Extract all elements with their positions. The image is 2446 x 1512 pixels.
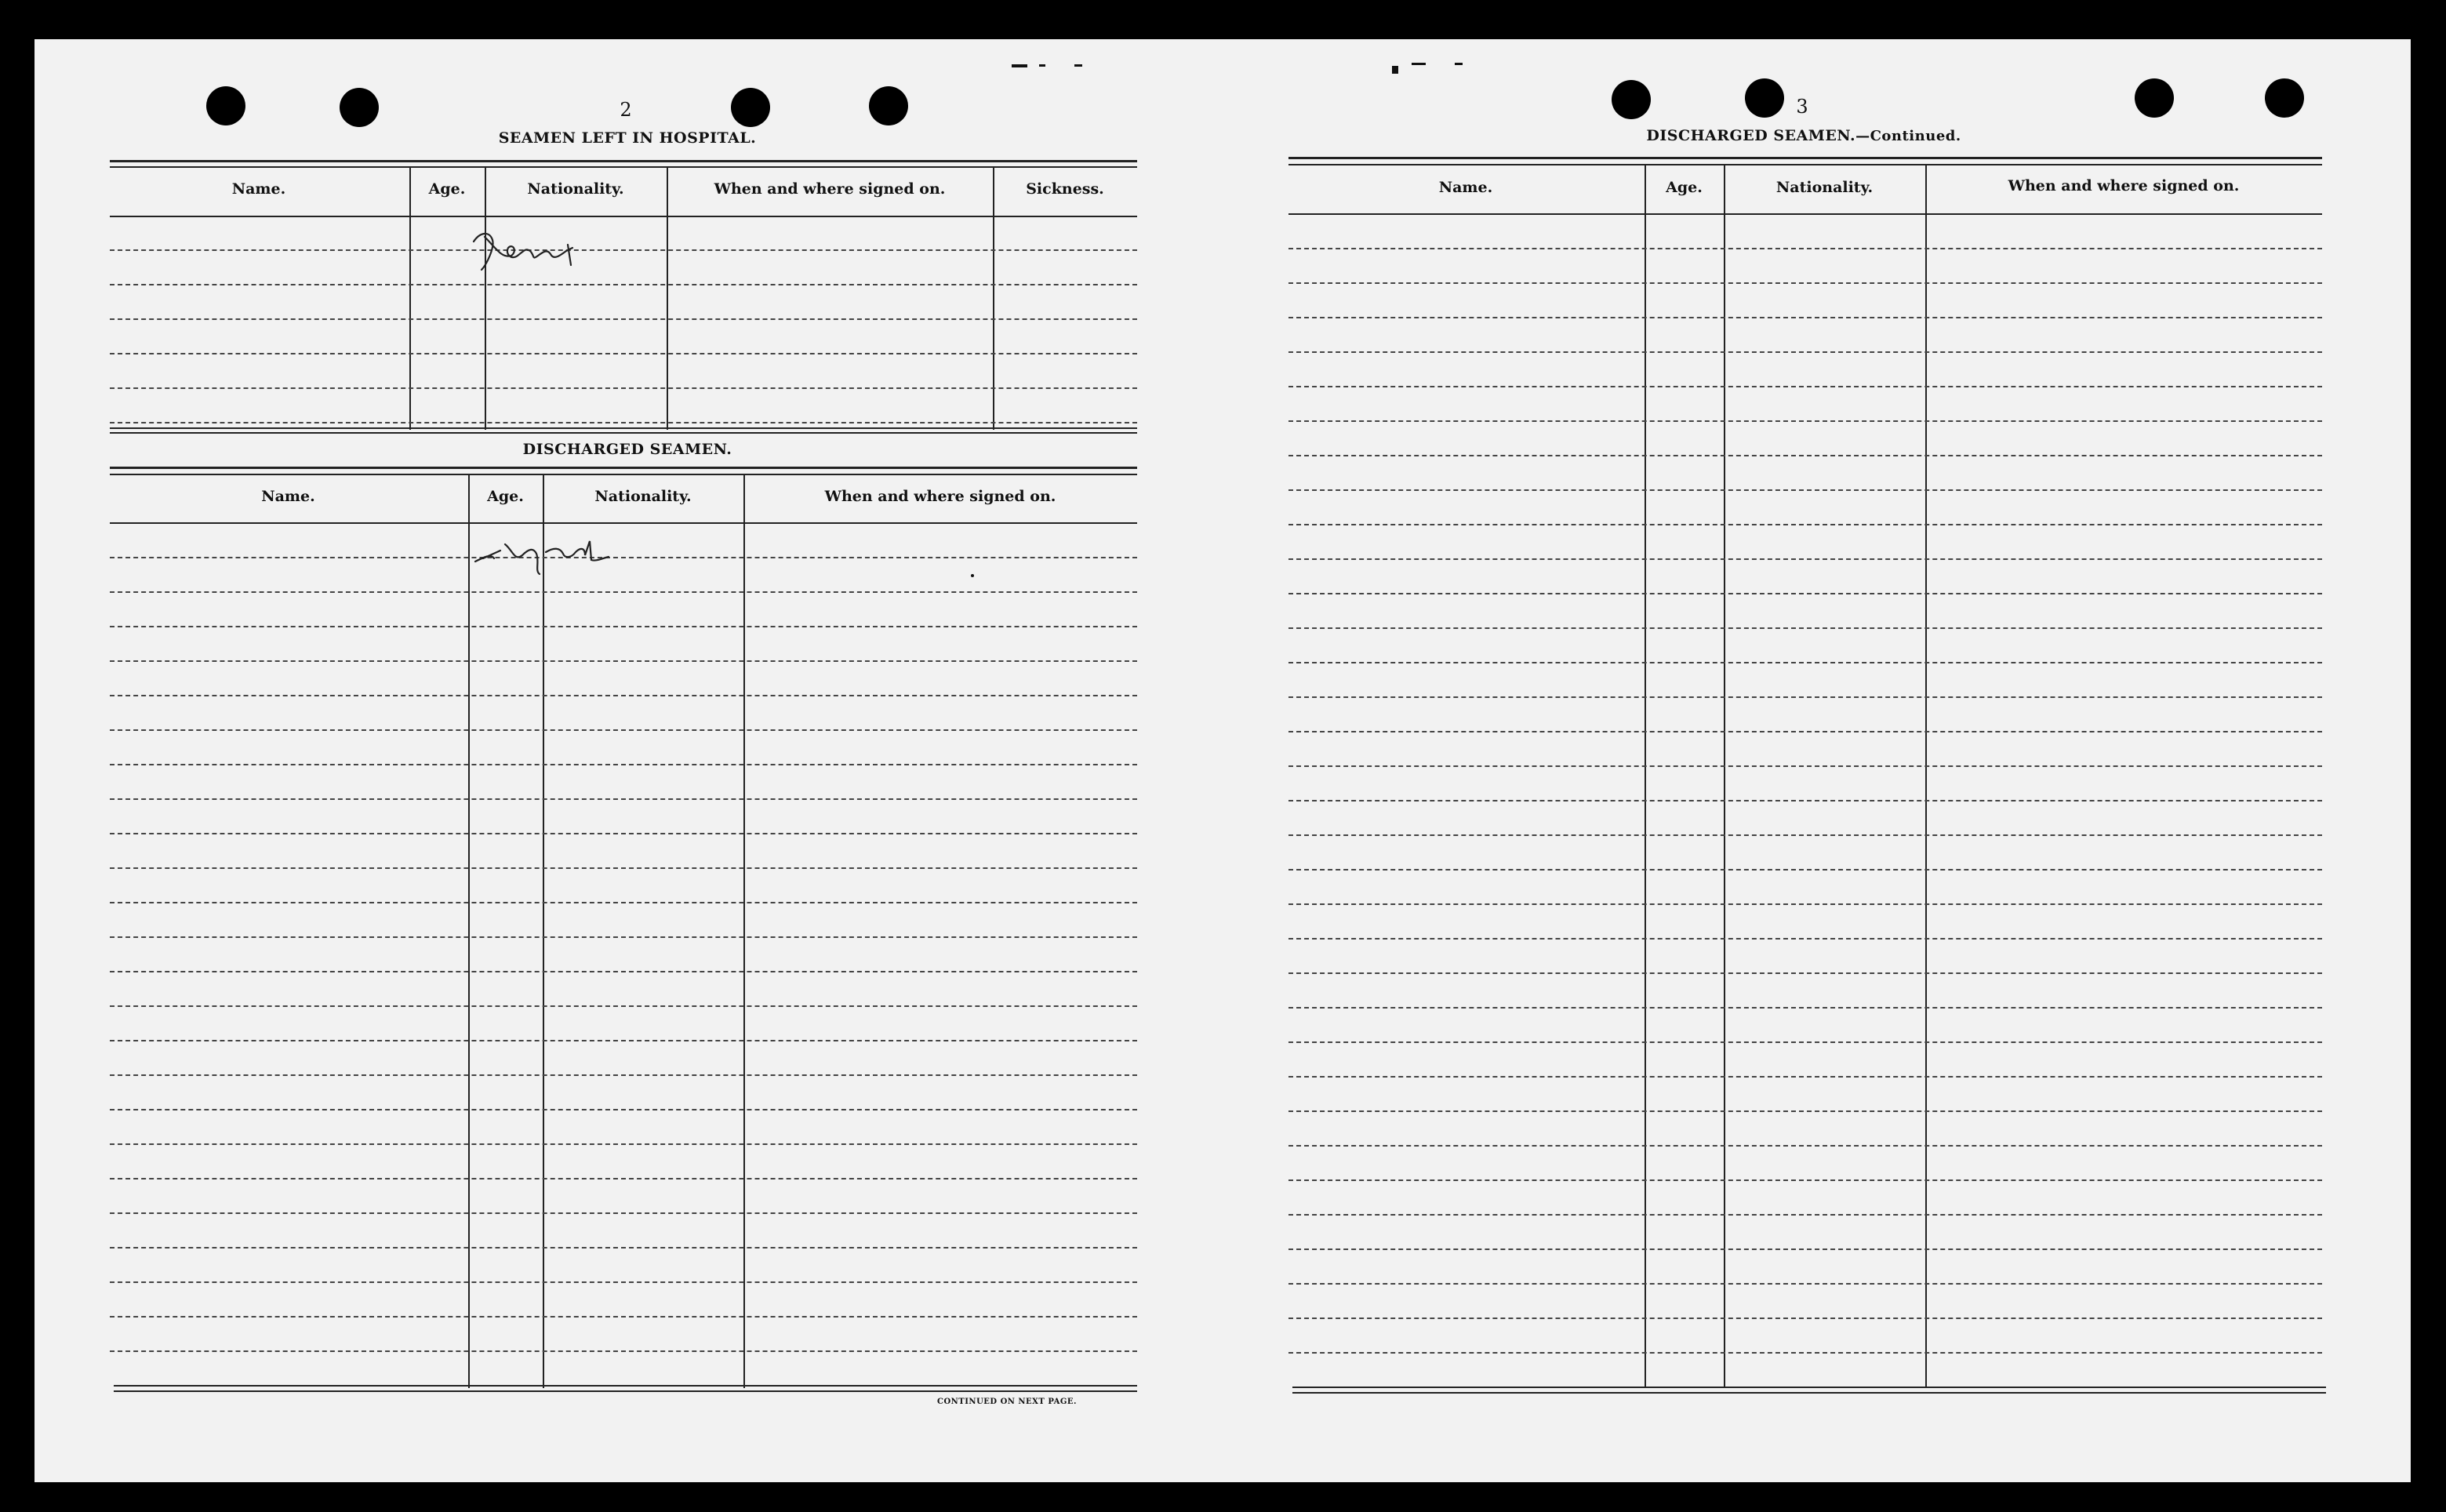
ruled-line — [1288, 903, 2322, 905]
ruled-line — [110, 971, 1137, 972]
ruled-line — [1288, 1179, 2322, 1181]
ruled-line — [110, 764, 1137, 765]
ruled-line — [110, 626, 1137, 627]
ruled-line — [1288, 386, 2322, 387]
header-name: Name. — [261, 488, 315, 505]
punch-hole — [340, 88, 379, 127]
ruled-line — [110, 1109, 1137, 1110]
ruled-line — [110, 833, 1137, 834]
ruled-line — [1288, 1352, 2322, 1354]
ruled-line — [110, 591, 1137, 593]
discharged-table-title: DISCHARGED SEAMEN. — [522, 441, 732, 458]
ruled-line — [110, 660, 1137, 662]
ruled-line — [1288, 1214, 2322, 1216]
ruled-line — [1288, 869, 2322, 870]
ruled-line — [110, 284, 1137, 285]
ink-speck — [1455, 63, 1463, 65]
ruled-line — [110, 353, 1137, 354]
punch-hole — [869, 86, 908, 125]
header-name: Name. — [1438, 179, 1493, 196]
hospital-table-title: SEAMEN LEFT IN HOSPITAL. — [498, 129, 757, 147]
ruled-line — [110, 695, 1137, 696]
ruled-line — [110, 1350, 1137, 1352]
ruled-line — [110, 1212, 1137, 1214]
header-when-where-signed-on: When and where signed on. — [714, 180, 946, 198]
ruled-line — [1288, 1145, 2322, 1147]
ruled-line — [1288, 1076, 2322, 1078]
ruled-line — [1288, 731, 2322, 732]
handwritten-none-entry — [469, 224, 610, 279]
ruled-line — [1288, 1007, 2322, 1009]
ruled-line — [1288, 1110, 2322, 1112]
punch-hole — [2135, 78, 2174, 118]
punch-hole — [731, 88, 770, 127]
title-main: DISCHARGED SEAMEN. — [1646, 127, 1856, 144]
ruled-line — [1288, 524, 2322, 525]
ruled-line — [1288, 1041, 2322, 1043]
ruled-line — [1288, 765, 2322, 767]
ruled-line — [1288, 317, 2322, 318]
ruled-line — [110, 318, 1137, 320]
continued-on-next-page: CONTINUED ON NEXT PAGE. — [937, 1398, 1078, 1406]
ruled-line — [1288, 938, 2322, 940]
ruled-line — [1288, 282, 2322, 284]
ruled-line — [110, 729, 1137, 731]
punch-hole — [1745, 78, 1784, 118]
ruled-line — [1288, 558, 2322, 560]
header-nationality: Nationality. — [594, 488, 692, 505]
header-sickness: Sickness. — [1026, 180, 1104, 198]
ruled-line — [1288, 662, 2322, 663]
ruled-line — [1288, 489, 2322, 491]
ink-speck — [1412, 63, 1426, 65]
header-when-where-signed-on: When and where signed on. — [824, 488, 1056, 505]
punch-hole — [2265, 78, 2304, 118]
ruled-line — [1288, 800, 2322, 801]
ruled-line — [1288, 627, 2322, 629]
ruled-line — [1288, 420, 2322, 422]
ruled-line — [1288, 834, 2322, 836]
ruled-line — [1288, 1318, 2322, 1319]
title-continued: —Continued. — [1855, 128, 1961, 144]
ruled-line — [110, 1143, 1137, 1145]
ink-speck — [971, 574, 974, 577]
page-number: 3 — [1796, 96, 1808, 118]
ruled-line — [110, 902, 1137, 903]
ruled-line — [1288, 1248, 2322, 1250]
ruled-line — [110, 1040, 1137, 1041]
ruled-line — [110, 798, 1137, 800]
punch-hole — [206, 86, 245, 125]
ruled-line — [1288, 1283, 2322, 1285]
ruled-line — [1288, 455, 2322, 456]
ruled-line — [110, 1074, 1137, 1076]
document-sheet — [35, 39, 2411, 1482]
ruled-line — [110, 422, 1137, 423]
header-name: Name. — [231, 180, 286, 198]
ruled-line — [110, 1178, 1137, 1179]
ruled-line — [110, 387, 1137, 389]
ruled-line — [1288, 248, 2322, 249]
ruled-line — [1288, 972, 2322, 974]
header-nationality: Nationality. — [1775, 179, 1874, 196]
ruled-line — [1288, 351, 2322, 353]
ink-speck — [1012, 64, 1027, 67]
ruled-line — [110, 249, 1137, 251]
header-when-where-signed-on: When and where signed on. — [2008, 177, 2240, 194]
ruled-line — [110, 1316, 1137, 1318]
header-age: Age. — [428, 180, 466, 198]
ink-speck — [1392, 66, 1398, 74]
ruled-line — [110, 1247, 1137, 1248]
header-age: Age. — [487, 488, 524, 505]
ruled-line — [1288, 696, 2322, 698]
ruled-line — [1288, 593, 2322, 594]
ruled-line — [110, 867, 1137, 869]
ruled-line — [110, 936, 1137, 938]
punch-hole — [1612, 80, 1651, 119]
ruled-line — [110, 1005, 1137, 1007]
ink-speck — [1039, 64, 1045, 67]
discharged-continued-title — [1608, 127, 2000, 144]
header-age: Age. — [1666, 179, 1703, 196]
page-number: 2 — [620, 99, 632, 121]
header-nationality: Nationality. — [527, 180, 624, 198]
ink-speck — [1074, 64, 1082, 67]
handwritten-none-entry — [467, 527, 640, 582]
ruled-line — [110, 1281, 1137, 1283]
